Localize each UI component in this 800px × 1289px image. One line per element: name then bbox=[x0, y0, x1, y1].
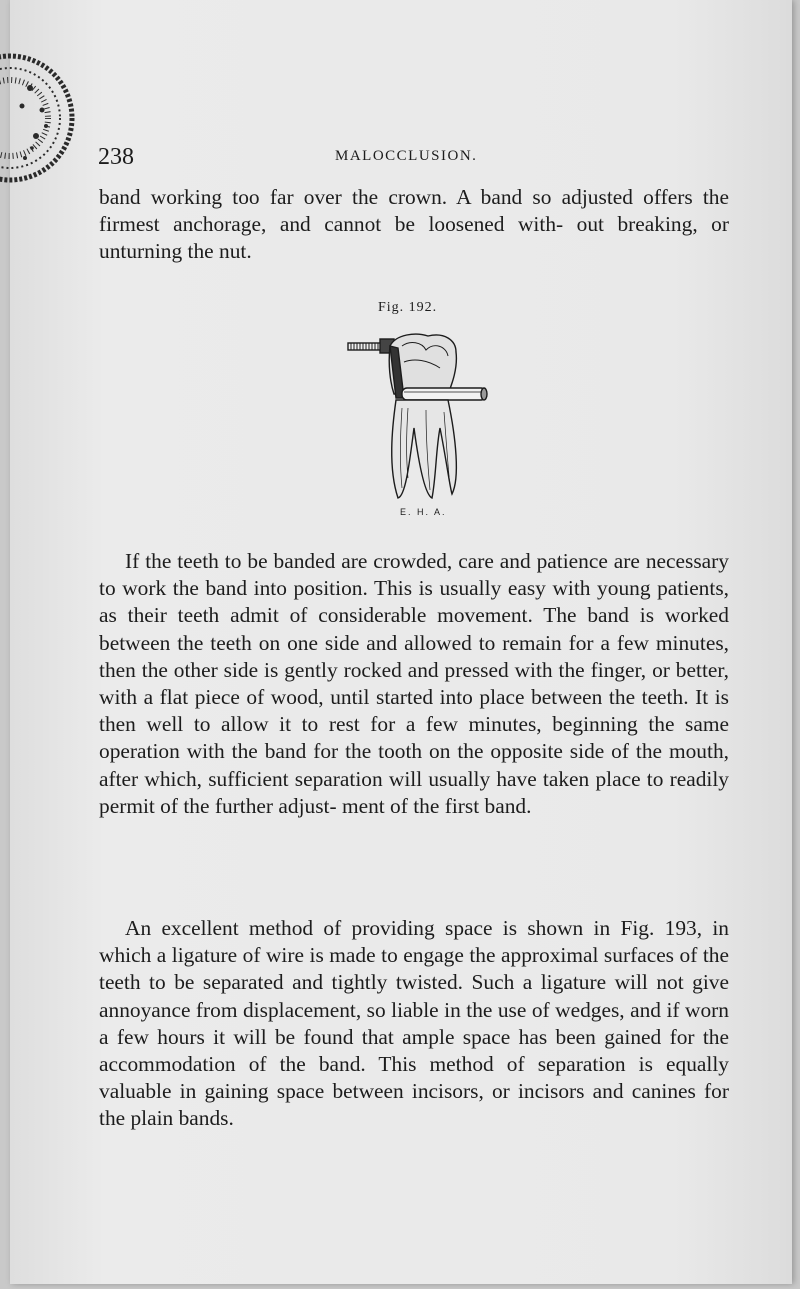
running-head: MALOCCLUSION. bbox=[335, 148, 478, 164]
book-page bbox=[10, 0, 792, 1284]
page-header bbox=[98, 144, 728, 174]
paragraph: If the teeth to be banded are crowded, care and patience are necessary to work the band into position. This is usually easy with young patients, as their teeth admit of considerable movement. The band is worked between the teeth on one side and allowed to remain for a few minutes, then the other side is gently rocked and pressed with the finger, or better, with a flat piece of wood, until started into place between the teeth. It is then well to allow it to rest for a few minutes, beginning the same operation with the band for the tooth on the opposite side of the mouth, after which, sufficient separation will usually have taken place to readily permit of the further adjust- ment of the first band. bbox=[99, 549, 729, 818]
molar-with-band-illustration bbox=[344, 328, 494, 508]
figure-credit: E. H. A. bbox=[400, 507, 447, 517]
paragraph: band working too far over the crown. A band so adjusted offers the firmest anchorage, and cannot be loosened with- out breaking, or unturning the nut. bbox=[99, 185, 729, 264]
library-stamp-icon bbox=[0, 18, 82, 218]
paragraph: An excellent method of providing space is shown in Fig. 193, in which a ligature of wire is made to engage the approximal surfaces of the teeth to be separated and tightly twisted. Such a ligature will not give annoyance from displacement, so liable in the use of wedges, and if worn a few hours it will be found that ample space has been gained for the accommodation of the band. This method of separation is equally valuable in gaining space between incisors, or incisors and canines for the plain bands. bbox=[99, 916, 729, 1131]
page-number: 238 bbox=[98, 144, 134, 170]
figure-caption: Fig. 192. bbox=[378, 300, 438, 315]
